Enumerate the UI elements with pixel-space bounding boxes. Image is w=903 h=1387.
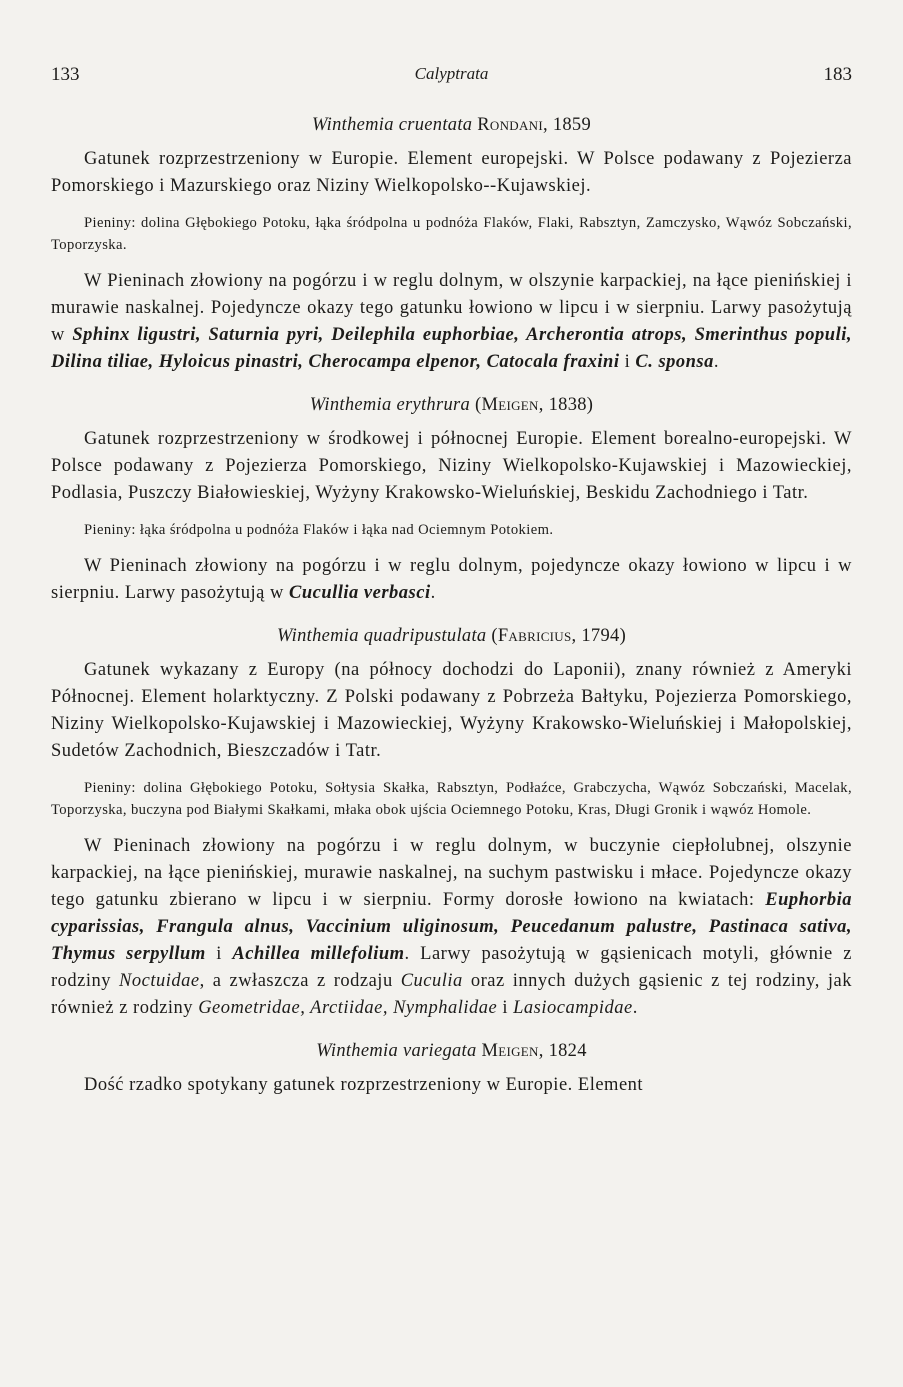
- conjunction: i: [619, 352, 636, 372]
- page-body: [51, 112, 852, 1099]
- period: .: [430, 583, 436, 603]
- ecology-text: . Larwy pasożytują w gąsienicach motyli, głównie z rodziny: [51, 944, 852, 991]
- species-entry: [51, 112, 852, 376]
- ecology-paragraph: [51, 268, 852, 376]
- host-species-last: C. sponsa: [635, 352, 714, 372]
- ecology-text: W Pieninach złowiony na pogórzu i w reglu dolnym, w olszynie karpackiej, na łące pienińskiej i murawie naskalnej. Pojedyncze okazy tego gatunku łowiono w lipcu i w sierpniu. Larwy pasożytują w: [51, 271, 852, 345]
- host-family-last: Lasiocampidae: [513, 998, 633, 1018]
- species-author: Fabricius: [497, 626, 572, 646]
- species-entry: [51, 392, 852, 607]
- period: .: [632, 998, 638, 1018]
- host-species: Cucullia verbasci: [288, 583, 431, 603]
- distribution-paragraph: Dość rzadko spotykany gatunek rozprzestrzeniony w Europie. Element: [84, 1075, 644, 1095]
- host-genus: Cuculia: [400, 971, 463, 991]
- host-families: Geometridae, Arctiidae, Nymphalidae: [198, 998, 498, 1018]
- conjunction: i: [205, 944, 233, 964]
- ecology-text: W Pieninach złowiony na pogórzu i w reglu dolnym, w buczynie ciepłolubnej, olszynie karpackiej, na łące pienińskiej, murawie naskalnej, na suchym pastwisku i młace. Pojedyncze okazy tego gatunku zbierano w lipcu i w sierpniu. Formy dorosłe łowiono na kwiatach:: [51, 836, 852, 910]
- species-year: , 1838): [538, 395, 594, 415]
- species-heading: [51, 112, 852, 138]
- plant-species: Euphorbia cyparissias, Frangula alnus, Vaccinium uliginosum, Peucedanum palustre, Pastinaca sativa, Thymus serpyllum: [51, 890, 852, 964]
- localities-paragraph: Pieniny: łąka śródpolna u podnóża Flaków i łąka nad Ociemnym Potokiem.: [84, 522, 554, 538]
- species-author: Meigen: [481, 1041, 539, 1061]
- species-year: , 1859: [542, 115, 592, 135]
- page-number-right: 183: [823, 64, 852, 85]
- paren-open: (: [491, 626, 498, 646]
- conjunction: i: [497, 998, 514, 1018]
- localities-paragraph: Pieniny: dolina Głębokiego Potoku, łąka śródpolna u podnóża Flaków, Flaki, Rabsztyn, Zamczysko, Wąwóz Sobczański, Toporzyska.: [51, 215, 852, 253]
- ecology-text: , a zwłaszcza z rodzaju: [199, 971, 401, 991]
- plant-species-last: Achillea millefolium: [232, 944, 405, 964]
- period: .: [713, 352, 720, 372]
- ecology-paragraph: [51, 833, 852, 1022]
- page-number-left: 133: [51, 64, 80, 85]
- species-entry: [51, 1038, 852, 1099]
- species-heading: [51, 392, 852, 418]
- species-name: Winthemia erythrura: [309, 395, 471, 415]
- distribution-paragraph: Gatunek rozprzestrzeniony w Europie. Element europejski. W Polsce podawany z Pojezierza Pomorskiego i Mazurskiego oraz Niziny Wielkopolsko--Kujawskiej.: [51, 149, 852, 196]
- ecology-text: oraz innych dużych gąsienic z tej rodziny, jak również z rodziny: [51, 971, 852, 1018]
- distribution-paragraph: Gatunek rozprzestrzeniony w środkowej i północnej Europie. Element borealno-europejski. W Polsce podawany z Pojezierza Pomorskiego, Niziny Wielkopolsko-Kujawskiej i Mazowieckiej, Podlasia, Puszczy Białowieskiej, Wyżyny Krakowsko-Wieluńskiej, Beskidu Zachodniego i Tatr.: [51, 429, 852, 503]
- species-heading: [51, 623, 852, 649]
- species-name: Winthemia quadripustulata: [276, 626, 487, 646]
- species-name: Winthemia variegata: [316, 1041, 477, 1061]
- ecology-paragraph: [51, 553, 852, 607]
- species-year: , 1824: [538, 1041, 587, 1061]
- ecology-text: W Pieninach złowiony na pogórzu i w reglu dolnym, pojedyncze okazy łowiono w lipcu i w sierpniu. Larwy pasożytują w: [51, 556, 852, 603]
- species-author: Rondani: [477, 115, 543, 135]
- species-heading: [51, 1038, 852, 1064]
- distribution-paragraph: Gatunek wykazany z Europy (na północy dochodzi do Laponii), znany również z Ameryki Północnej. Element holarktyczny. Z Polski podawany z Pobrzeża Bałtyku, Pojezierza Pomorskiego, Niziny Wielkopolsko-Kujawskiej i Mazowieckiej, Wyżyny Krakowsko-Wieluńskiej i Małopolskiej, Sudetów Zachodnich, Bieszczadów i Tatr.: [51, 660, 852, 761]
- species-author: Meigen: [481, 395, 539, 415]
- species-year: , 1794): [571, 626, 627, 646]
- species-name: Winthemia cruentata: [311, 115, 473, 135]
- host-family: Noctuidae: [119, 971, 200, 991]
- running-title: Calyptrata: [414, 64, 489, 83]
- host-species: Sphinx ligustri, Saturnia pyri, Deilephila euphorbiae, Archerontia atrops, Smerinthus populi, Dilina tiliae, Hyloicus pinastri, Cherocampa elpenor, Catocala fraxini: [51, 325, 852, 372]
- localities-paragraph: Pieniny: dolina Głębokiego Potoku, Sołtysia Skałka, Rabsztyn, Podłaźce, Grabczycha, Wąwóz Sobczański, Macelak, Toporzyska, buczyna pod Białymi Skałkami, młaka obok ujścia Ociemnego Potoku, Kras, Długi Gronik i wąwóz Homole.: [51, 780, 852, 818]
- running-header: [51, 64, 852, 90]
- species-entry: [51, 623, 852, 1022]
- paren-open: (: [475, 395, 482, 415]
